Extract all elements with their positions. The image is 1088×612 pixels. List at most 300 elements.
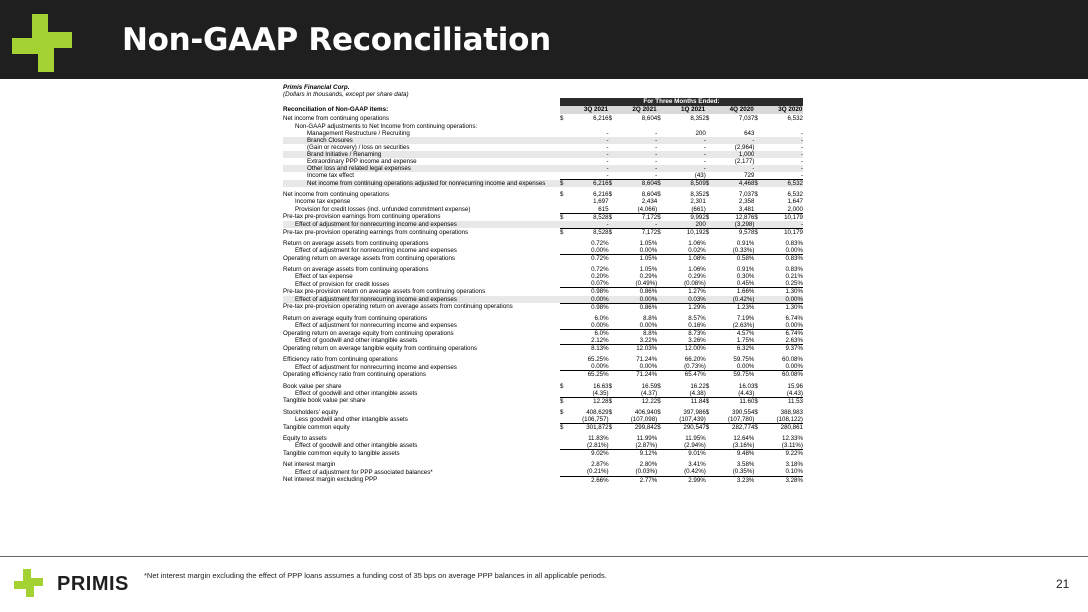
value-cell: 1.05% — [639, 266, 658, 274]
currency-sign — [560, 288, 567, 296]
currency-sign — [657, 303, 664, 311]
value-cell: - — [713, 165, 755, 172]
currency-sign — [706, 322, 713, 330]
currency-sign — [560, 322, 567, 330]
value-cell: - — [606, 157, 609, 165]
value-cell — [713, 123, 755, 130]
value-cell: - — [761, 137, 803, 144]
currency-sign: $ — [560, 382, 564, 390]
table-row — [283, 442, 803, 450]
table-row — [283, 206, 803, 214]
value-cell: (0.33%) — [732, 247, 755, 254]
currency-sign — [754, 255, 761, 263]
currency-sign: $ — [560, 228, 567, 236]
reconciliation-table — [283, 115, 803, 483]
currency-sign — [657, 296, 664, 304]
value-cell: 12.00% — [664, 345, 706, 353]
value-cell: 8,528 — [567, 228, 609, 236]
value-cell: 1,000 — [713, 151, 755, 158]
currency-sign — [609, 461, 616, 468]
value-cell: - — [567, 165, 609, 172]
currency-sign — [706, 435, 713, 442]
value-cell: 6,216 — [593, 115, 609, 123]
value-cell: (0.21%) — [586, 468, 609, 476]
currency-sign — [609, 329, 616, 337]
value-cell: 1.30% — [761, 303, 803, 311]
value-cell: 6,532 — [787, 191, 803, 199]
value-cell: 0.98% — [567, 303, 609, 311]
currency-sign — [754, 476, 761, 484]
row-label: Effect of adjustment for nonrecurring income and expenses — [295, 322, 457, 330]
units-note: (Dollars in thousands, except per share data) — [283, 91, 409, 99]
value-cell: 3.26% — [688, 337, 706, 345]
currency-sign — [560, 280, 567, 288]
currency-sign — [754, 158, 761, 165]
value-cell — [761, 123, 803, 130]
value-cell: 3.41% — [688, 461, 706, 469]
table-row — [283, 130, 803, 137]
currency-sign — [657, 144, 664, 151]
currency-sign — [754, 416, 761, 424]
currency-sign: $ — [754, 423, 761, 431]
value-cell: 8,528 — [567, 213, 609, 221]
row-label: Return on average equity from continuing operations — [283, 314, 428, 322]
value-cell: 2.87% — [591, 461, 609, 469]
row-label: Net income from continuing operations adjusted for nonrecurring income and expenses — [283, 180, 560, 188]
value-cell: 10,179 — [761, 228, 803, 236]
currency-sign — [706, 266, 713, 273]
row-label: Effect of goodwill and other intangible assets — [295, 389, 418, 397]
value-cell: 200 — [664, 221, 706, 229]
value-cell: - — [664, 151, 706, 158]
value-cell: (107,780) — [727, 415, 755, 423]
value-cell: (106,757) — [582, 415, 609, 423]
table-row — [283, 228, 803, 236]
value-cell: 1.23% — [713, 303, 755, 311]
value-cell: - — [655, 129, 658, 137]
currency-sign — [754, 206, 761, 214]
currency-sign — [706, 329, 713, 337]
value-cell: 0.25% — [785, 280, 803, 288]
value-cell: 0.58% — [713, 255, 755, 263]
value-cell: 3,481 — [738, 205, 755, 213]
currency-sign — [560, 165, 567, 172]
value-cell: 0.00% — [591, 321, 609, 329]
row-label: Pre-tax pre-provision return on average assets from continuing operations — [283, 288, 486, 296]
table-row — [283, 172, 803, 180]
value-cell: 6.0% — [567, 329, 609, 337]
currency-sign — [706, 158, 713, 165]
currency-sign — [754, 442, 761, 450]
table-row — [283, 247, 803, 255]
currency-sign — [560, 151, 567, 158]
currency-sign — [657, 288, 664, 296]
value-cell: - — [664, 165, 706, 172]
currency-sign — [609, 363, 616, 371]
row-label: Return on average assets from continuing operations — [283, 266, 429, 274]
value-cell: 0.00% — [761, 296, 803, 304]
currency-sign — [754, 315, 761, 322]
currency-sign — [609, 280, 616, 288]
value-cell: - — [713, 137, 755, 144]
currency-sign: $ — [657, 115, 661, 123]
currency-sign: $ — [705, 408, 710, 416]
currency-sign — [560, 255, 567, 263]
value-cell: 1.05% — [639, 239, 658, 247]
table-row — [283, 266, 803, 273]
currency-sign: $ — [754, 180, 761, 188]
currency-sign — [754, 172, 761, 180]
currency-sign — [560, 144, 567, 151]
value-cell: (661) — [691, 205, 706, 213]
value-cell: 2,358 — [738, 198, 755, 206]
currency-sign — [609, 165, 616, 172]
currency-sign — [560, 296, 567, 304]
value-cell: - — [655, 157, 658, 165]
currency-sign — [706, 450, 713, 458]
currency-sign: $ — [706, 423, 713, 431]
value-cell: 12.22 — [616, 397, 658, 405]
value-cell: 1.27% — [664, 288, 706, 296]
value-cell: 0.00% — [639, 363, 658, 371]
value-cell: 11.60 — [713, 397, 755, 405]
currency-sign — [560, 476, 567, 484]
currency-sign — [657, 363, 664, 371]
table-row — [283, 180, 803, 188]
currency-sign — [706, 144, 713, 151]
value-cell: 65.25% — [587, 356, 609, 364]
currency-sign — [754, 322, 761, 330]
currency-sign — [657, 206, 664, 214]
row-label: Effect of goodwill and other intangible assets — [295, 442, 418, 450]
row-label: Effect of tax expense — [295, 273, 353, 281]
value-cell: 8.13% — [567, 345, 609, 353]
column-header: 3Q 2021 — [583, 106, 608, 114]
row-label: Extraordinary PPP income and expense — [307, 157, 417, 165]
value-cell: (2,177) — [734, 157, 755, 165]
currency-sign: $ — [657, 423, 664, 431]
value-cell: - — [761, 165, 803, 172]
row-label: Operating efficiency ratio from continuing operations — [283, 371, 426, 379]
row-label: Efficiency ratio from continuing operations — [283, 356, 398, 364]
value-cell: 0.10% — [785, 468, 803, 476]
currency-sign: $ — [754, 228, 761, 236]
currency-sign — [560, 137, 567, 144]
value-cell: (3.16%) — [732, 442, 755, 450]
currency-sign — [609, 468, 616, 476]
currency-sign — [657, 337, 664, 345]
currency-sign — [657, 221, 664, 229]
value-cell: 59.75% — [713, 371, 755, 379]
row-label: Effect of provision for credit losses — [295, 280, 390, 288]
currency-sign — [609, 390, 616, 398]
currency-sign — [560, 273, 567, 280]
value-cell: 8.57% — [688, 314, 706, 322]
value-cell: 3.23% — [713, 476, 755, 484]
currency-sign — [657, 151, 664, 158]
value-cell: (0.03%) — [635, 468, 658, 476]
value-cell: 2,434 — [641, 198, 658, 206]
value-cell: (0.42%) — [713, 296, 755, 304]
value-cell: (4.38) — [689, 389, 706, 397]
value-cell: 0.98% — [567, 288, 609, 296]
row-label: Effect of adjustment for nonrecurring income and expenses — [295, 247, 457, 255]
value-cell: 388,983 — [780, 408, 803, 416]
currency-sign — [609, 158, 616, 165]
row-label: Operating return on average assets from continuing operations — [283, 254, 455, 262]
currency-sign — [706, 273, 713, 280]
value-cell: 15.96 — [787, 382, 803, 390]
currency-sign — [706, 416, 713, 424]
currency-sign — [657, 137, 664, 144]
currency-sign — [560, 468, 567, 476]
currency-sign — [657, 240, 664, 247]
row-label: Pre-tax pre-provision operating return on average assets from continuing operations — [283, 303, 513, 311]
table-row — [283, 371, 803, 379]
row-label: Effect of goodwill and other intangible assets — [295, 337, 418, 345]
currency-sign — [754, 198, 761, 205]
currency-sign: $ — [560, 213, 567, 221]
value-cell: - — [616, 165, 658, 172]
value-cell: 3.18% — [785, 461, 803, 469]
column-header: 4Q 2020 — [729, 106, 754, 114]
currency-sign — [560, 337, 567, 345]
currency-sign: $ — [608, 115, 613, 123]
value-cell: - — [616, 221, 658, 229]
currency-sign — [609, 123, 616, 130]
value-cell: 290,547 — [664, 423, 706, 431]
value-cell: 729 — [744, 172, 755, 180]
value-cell: 0.83% — [785, 266, 803, 274]
table-row — [283, 423, 803, 431]
value-cell: 60.08% — [761, 371, 803, 379]
table-row — [283, 329, 803, 337]
value-cell: - — [800, 129, 803, 137]
value-cell: 9.22% — [761, 450, 803, 458]
currency-sign — [560, 315, 567, 322]
footer-divider — [0, 556, 1088, 557]
value-cell: (108,122) — [776, 415, 803, 423]
currency-sign — [657, 476, 664, 484]
value-cell — [664, 123, 706, 130]
value-cell: 16.63 — [593, 382, 609, 390]
value-cell: 8,352 — [690, 191, 706, 199]
value-cell: 6,216 — [593, 191, 609, 199]
column-header: 1Q 2021 — [681, 106, 706, 114]
value-cell: (0.08%) — [684, 280, 706, 288]
value-cell: 1.29% — [664, 303, 706, 311]
value-cell: 9.48% — [713, 450, 755, 458]
value-cell: 6,532 — [761, 180, 803, 188]
currency-sign — [609, 266, 616, 273]
currency-sign — [560, 123, 567, 130]
currency-sign — [754, 468, 761, 476]
currency-sign — [609, 172, 616, 180]
value-cell: (0.35%) — [732, 468, 755, 476]
value-cell: 16.59 — [641, 382, 658, 390]
value-cell: (2.87%) — [635, 442, 658, 450]
value-cell: 6.74% — [785, 314, 803, 322]
value-cell: 11.53 — [761, 397, 803, 405]
currency-sign — [754, 123, 761, 130]
value-cell: 8,604 — [616, 180, 658, 188]
currency-sign — [706, 390, 713, 398]
period-header: For Three Months Ended: — [560, 98, 803, 106]
value-cell: 0.00% — [785, 321, 803, 329]
value-cell: - — [664, 137, 706, 144]
value-cell: 8,604 — [641, 115, 658, 123]
currency-sign — [706, 315, 713, 322]
value-cell: - — [703, 143, 706, 151]
value-cell: 0.20% — [591, 273, 609, 281]
currency-sign — [560, 390, 567, 398]
value-cell: 2.80% — [639, 461, 658, 469]
currency-sign — [706, 172, 713, 180]
value-cell: 0.00% — [639, 247, 658, 254]
value-cell: - — [761, 221, 803, 229]
table-row — [283, 416, 803, 424]
currency-sign — [657, 329, 664, 337]
table-row — [283, 315, 803, 322]
currency-sign: $ — [657, 382, 661, 390]
value-cell: - — [567, 137, 609, 144]
row-label: (Gain or recovery) / loss on securities — [307, 143, 410, 151]
value-cell: 301,872 — [567, 423, 609, 431]
table-row — [283, 461, 803, 468]
value-cell: 3.58% — [736, 461, 755, 469]
value-cell: 12,876 — [713, 213, 755, 221]
currency-sign — [754, 345, 761, 353]
currency-sign — [754, 329, 761, 337]
value-cell: - — [800, 157, 803, 165]
currency-sign — [754, 363, 761, 371]
row-label: Effect of adjustment for nonrecurring income and expenses — [295, 363, 457, 371]
table-row — [283, 221, 803, 229]
value-cell: - — [606, 143, 609, 151]
currency-sign — [706, 442, 713, 450]
currency-sign — [706, 198, 713, 205]
value-cell: 0.30% — [736, 273, 755, 281]
row-label: Net income from continuing operations — [283, 115, 389, 123]
table-row — [283, 337, 803, 345]
page-number: 21 — [1056, 577, 1070, 591]
slide-header — [0, 0, 1088, 79]
table-row — [283, 435, 803, 442]
currency-sign: $ — [706, 180, 713, 188]
currency-sign — [754, 130, 761, 137]
footer-brand-name: PRIMIS — [57, 573, 129, 595]
value-cell: 406,940 — [634, 408, 658, 416]
table-row — [283, 144, 803, 151]
value-cell: - — [655, 143, 658, 151]
table-row — [283, 468, 803, 476]
value-cell: 11.95% — [685, 435, 706, 443]
table-row — [283, 191, 803, 198]
currency-sign — [657, 461, 664, 468]
column-header: 3Q 2020 — [778, 106, 803, 114]
currency-sign: $ — [609, 213, 616, 221]
value-cell: 0.86% — [616, 288, 658, 296]
value-cell: 7,037 — [738, 115, 755, 123]
currency-sign — [706, 280, 713, 288]
value-cell: 12.28 — [567, 397, 609, 405]
value-cell: 11.99% — [636, 435, 658, 443]
value-cell: 1.08% — [664, 255, 706, 263]
currency-sign — [706, 255, 713, 263]
currency-sign — [754, 247, 761, 255]
reconciliation-table-area — [283, 84, 803, 484]
value-cell: 7,172 — [616, 213, 658, 221]
value-cell: 16.03 — [738, 382, 755, 390]
currency-sign — [706, 337, 713, 345]
value-cell: 8,604 — [641, 191, 658, 199]
currency-sign — [754, 450, 761, 458]
value-cell: (2.94%) — [684, 442, 706, 450]
currency-sign — [609, 371, 616, 379]
table-row — [283, 345, 803, 353]
currency-sign — [754, 356, 761, 363]
currency-sign — [706, 468, 713, 476]
value-cell: 12.03% — [616, 345, 658, 353]
currency-sign — [657, 158, 664, 165]
value-cell: 0.02% — [688, 247, 706, 254]
currency-sign: $ — [609, 423, 616, 431]
currency-sign: $ — [608, 191, 613, 199]
value-cell — [567, 123, 609, 130]
currency-sign: $ — [705, 382, 710, 390]
currency-sign: $ — [754, 213, 761, 221]
value-cell: 11.84 — [664, 397, 706, 405]
currency-sign — [754, 221, 761, 229]
currency-sign — [609, 273, 616, 280]
value-cell: 66.20% — [684, 356, 706, 364]
currency-sign — [706, 123, 713, 130]
currency-sign — [706, 165, 713, 172]
value-cell: 65.25% — [567, 371, 609, 379]
value-cell: 0.00% — [567, 296, 609, 304]
value-cell: - — [606, 172, 609, 180]
currency-sign — [754, 303, 761, 311]
value-cell: (4.43) — [738, 389, 755, 397]
value-cell: 2,000 — [787, 205, 803, 213]
currency-sign: $ — [706, 397, 713, 405]
row-label: Non-GAAP adjustments to Net Income from continuing operations: — [295, 122, 478, 130]
table-row — [283, 390, 803, 398]
table-row — [283, 158, 803, 165]
value-cell: 8.8% — [616, 329, 658, 337]
row-label: Branch Closures — [283, 137, 560, 144]
value-cell: - — [567, 151, 609, 158]
value-cell: 7.19% — [736, 314, 755, 322]
value-cell: 280,861 — [761, 423, 803, 431]
value-cell: - — [567, 221, 609, 229]
value-cell: 6.74% — [761, 329, 803, 337]
currency-sign: $ — [706, 213, 713, 221]
currency-sign — [609, 345, 616, 353]
value-cell: (4,066) — [637, 205, 658, 213]
currency-sign — [609, 416, 616, 424]
currency-sign — [657, 371, 664, 379]
currency-sign — [706, 288, 713, 296]
currency-sign: $ — [609, 180, 616, 188]
value-cell: (2.63%) — [732, 321, 755, 329]
table-row — [283, 151, 803, 158]
currency-sign: $ — [609, 397, 616, 405]
currency-sign — [560, 345, 567, 353]
value-cell: 1.06% — [688, 239, 706, 247]
value-cell: 0.00% — [591, 247, 609, 254]
value-cell: 1,697 — [593, 198, 609, 206]
